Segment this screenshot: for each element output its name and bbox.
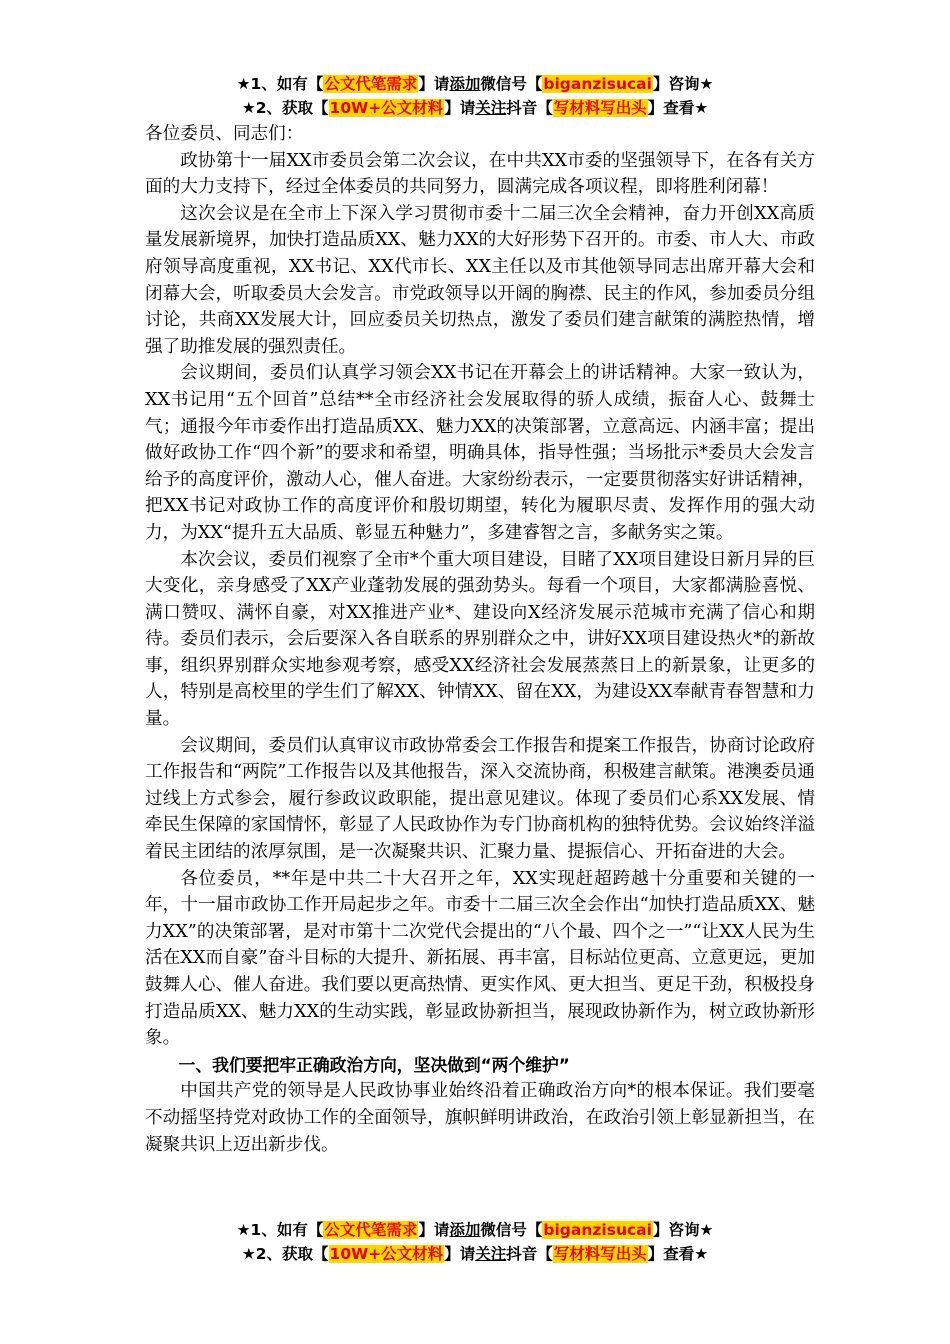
- promo-banner-top: [0, 72, 950, 120]
- paragraph: 会议期间，委员们认真审议市政协常委会工作报告和提案工作报告，协商讨论政府工作报告和“两院”工作报告以及其他报告，深入交流协商，积极建言献策。港澳委员通过线上方式参会，履行参政议政职能，提出意见建议。体现了委员们心系XX发展、情牵民生保障的家国情怀，彰显了人民政协作为专门协商机构的独特优势。会议始终洋溢着民主团结的浓厚氛围，是一次凝聚共识、汇聚力量、提振信心、开拓奋进的大会。: [145, 735, 815, 863]
- promo-text: 】咨询★: [652, 75, 714, 93]
- paragraph: 这次会议是在全市上下深入学习贯彻市委十二届三次全会精神，奋力开创XX高质量发展新境界，加快打造品质XX、魅力XX的大好形势下召开的。市委、市人大、市政府领导高度重视，XX书记、XX代市长、XX主任以及市其他领导同志出席开幕大会和闭幕大会，听取委员大会发言。市党政领导以开阔的胸襟、民主的作风，参加委员分组讨论，共商XX发展大计，回应委员关切热点，激发了委员们建言献策的满腔热情，增强了助推发展的强烈责任。: [145, 203, 815, 357]
- promo-highlight: biganzisucai: [543, 1221, 652, 1239]
- promo-text: 】请: [444, 99, 476, 117]
- promo-line-2: [0, 96, 950, 120]
- promo-underline: 关注: [475, 99, 507, 117]
- promo-text: 微信号【: [480, 75, 543, 93]
- promo-text: 微信号【: [480, 1221, 543, 1239]
- promo-text: 】请: [418, 75, 450, 93]
- promo-line-2: [0, 1242, 950, 1266]
- promo-banner-bottom: [0, 1218, 950, 1266]
- promo-highlight: 公文代笔需求: [324, 1221, 418, 1239]
- promo-highlight: 10W+公文材料: [329, 99, 444, 117]
- paragraph: 会议期间，委员们认真学习领会XX书记在开幕会上的讲话精神。大家一致认为，XX书记用“五个回首”总结**全市经济社会发展取得的骄人成绩，振奋人心、鼓舞士气；通报今年市委作出打造品质XX、魅力XX的决策部署，立意高远、内涵丰富；提出做好政协工作“四个新”的要求和希望，明确具体，指导性强；当场批示*委员大会发言给予的高度评价，激动人心，催人奋进。大家纷纷表示，一定要贯彻落实好讲话精神，把XX书记对政协工作的高度评价和殷切期望，转化为履职尽责、发挥作用的强大动力，为XX“提升五大品质、彰显五种魅力”，多建睿智之言，多献务实之策。: [145, 363, 815, 543]
- promo-text: 抖音【: [506, 99, 553, 117]
- promo-line-1: [0, 1218, 950, 1242]
- promo-text: 抖音【: [506, 1245, 553, 1263]
- promo-text: ★1、如有【: [236, 1221, 324, 1239]
- promo-highlight: biganzisucai: [543, 75, 652, 93]
- promo-highlight: 10W+公文材料: [329, 1245, 444, 1263]
- promo-text: 】查看★: [647, 99, 709, 117]
- paragraph: 各位委员，**年是中共二十大召开之年，XX实现赶超跨越十分重要和关键的一年，十一届市政协工作开局起步之年。市委十二届三次全会作出“加快打造品质XX、魅力XX”的决策部署，是对市第十二次党代会提出的“八个最、四个之一”“让XX人民为生活在XX而自豪”奋斗目标的大提升、新拓展、再丰富，目标站位更高、立意更远，更加鼓舞人心、催人奋进。我们要以更高热情、更实作风、更大担当、更足干劲，积极投身打造品质XX、魅力XX的生动实践，彰显政协新担当，展现政协新作为，树立政协新形象。: [145, 868, 815, 1049]
- salutation: 各位委员、同志们：: [145, 124, 304, 144]
- promo-underline: 添加: [449, 75, 481, 93]
- promo-line-1: [0, 72, 950, 96]
- promo-text: 】查看★: [647, 1245, 709, 1263]
- promo-underline: 关注: [475, 1245, 507, 1263]
- promo-underline: 添加: [449, 1221, 481, 1239]
- promo-text: 】请: [418, 1221, 450, 1239]
- paragraph: 政协第十一届XX市委员会第二次会议，在中共XX市委的坚强领导下，在各有关方面的大力支持下，经过全体委员的共同努力，圆满完成各项议程，即将胜利闭幕！: [145, 150, 815, 198]
- promo-text: ★2、获取【: [241, 1245, 329, 1263]
- section-heading: 一、我们要把牢正确政治方向，坚决做到“两个维护”: [178, 1054, 570, 1075]
- paragraph: 本次会议，委员们视察了全市*个重大项目建设，目睹了XX项目建设日新月异的巨大变化，亲身感受了XX产业蓬勃发展的强劲势头。每看一个项目，大家都满脸喜悦、满口赞叹、满怀自豪，对XX推进产业*、建设向X经济发展示范城市充满了信心和期待。委员们表示，会后要深入各自联系的界别群众之中，讲好XX项目建设热火*的新故事，组织界别群众实地参观考察，感受XX经济社会发展蒸蒸日上的新景象，让更多的人，特别是高校里的学生们了解XX、钟情XX、留在XX，为建设XX奉献青春智慧和力量。: [145, 549, 815, 730]
- promo-highlight: 公文代笔需求: [324, 75, 418, 93]
- promo-highlight: 写材料写出头: [553, 1245, 647, 1263]
- promo-text: ★2、获取【: [241, 99, 329, 117]
- promo-text: 】请: [444, 1245, 476, 1263]
- promo-text: ★1、如有【: [236, 75, 324, 93]
- paragraph: 中国共产党的领导是人民政协事业始终沿着正确政治方向*的根本保证。我们要毫不动摇坚持党对政协工作的全面领导，旗帜鲜明讲政治，在政治引领上彰显新担当，在凝聚共识上迈出新步伐。: [145, 1081, 815, 1155]
- promo-text: 】咨询★: [652, 1221, 714, 1239]
- promo-highlight: 写材料写出头: [553, 99, 647, 117]
- document-body: [145, 121, 815, 1158]
